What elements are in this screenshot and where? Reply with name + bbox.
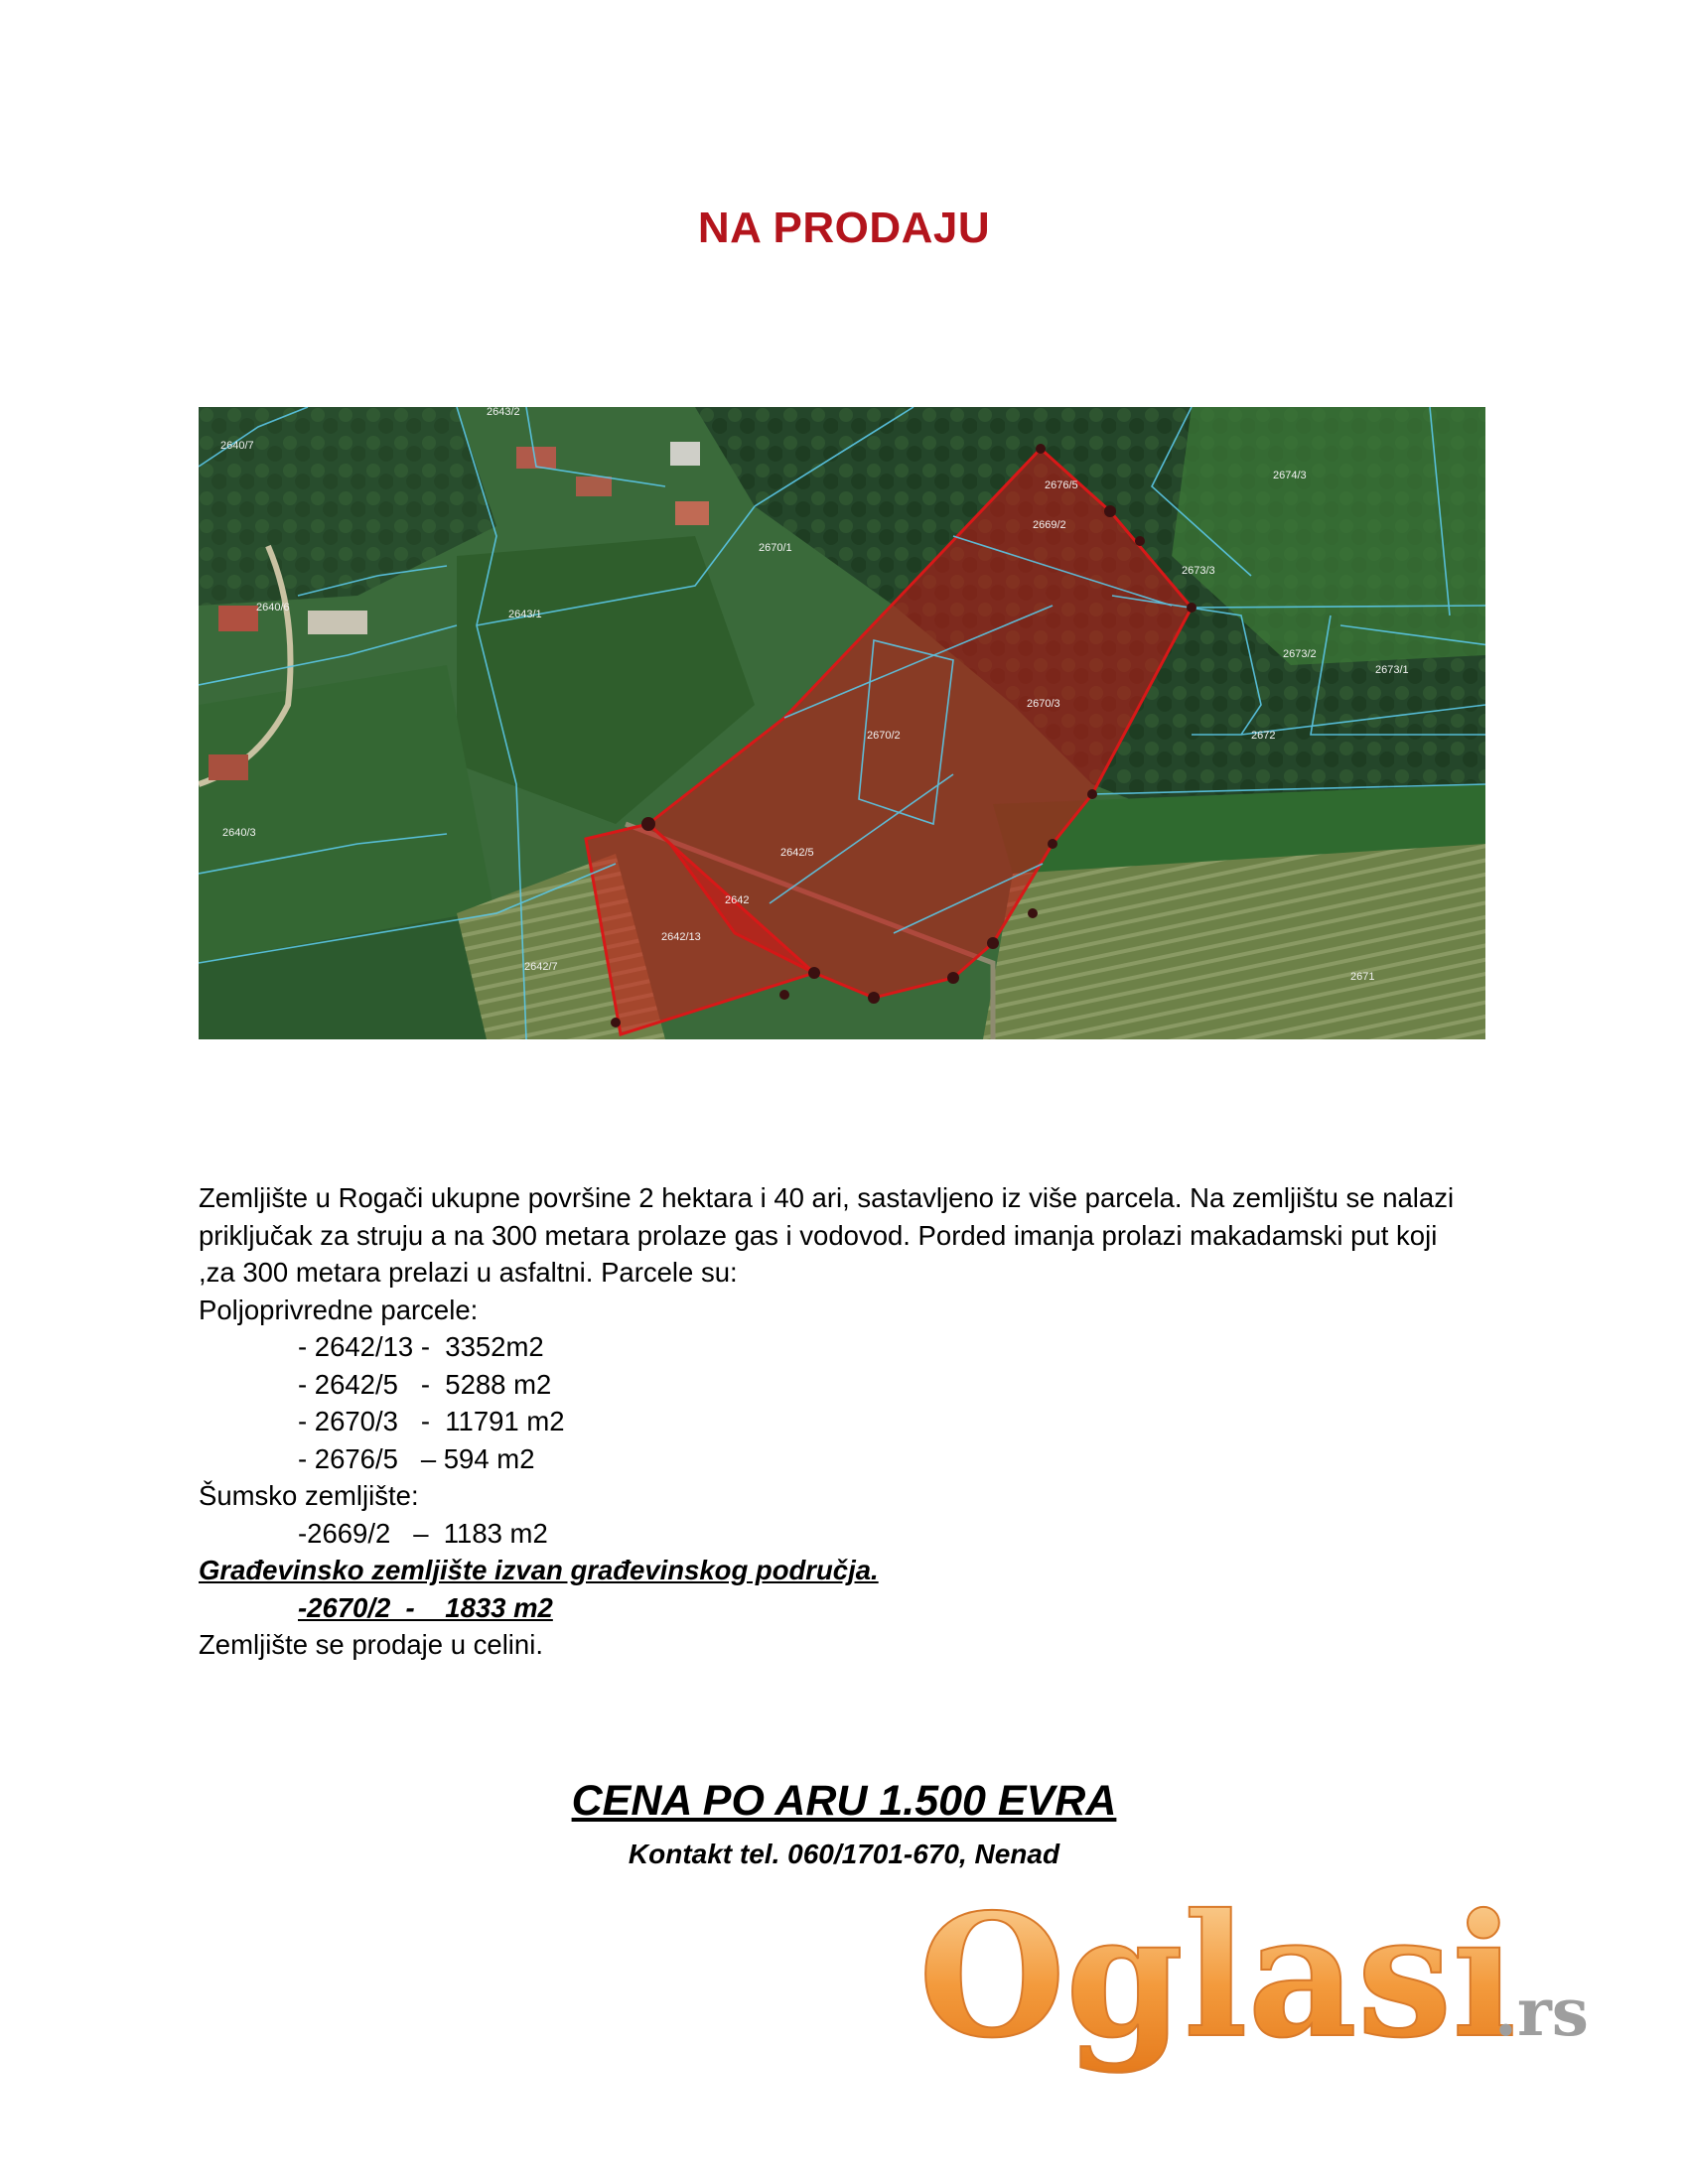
agricultural-heading: Poljoprivredne parcele: <box>199 1294 479 1325</box>
closing-line: Zemljište se prodaje u celini. <box>199 1629 543 1660</box>
description-line: Zemljište u Rogači ukupne površine 2 hektara i 40 ari, sastavljeno iz više parcela. Na zemljištu se nalazi <box>199 1182 1455 1213</box>
page-title: NA PRODAJU <box>697 204 991 252</box>
description-line: ,za 300 metara prelazi u asfaltni. Parcele su: <box>199 1257 738 1288</box>
price-line: CENA PO ARU 1.500 EVRA <box>571 1777 1117 1825</box>
parcel-label: 2670/2 <box>867 730 901 742</box>
parcel-label: 2640/6 <box>256 602 290 614</box>
agricultural-item: - 2670/3 - 11791 m2 <box>298 1406 565 1436</box>
parcel-label: 2640/3 <box>222 827 256 839</box>
description-line: priključak za struju a na 300 metara prolaze gas i vodovod. Porded imanja prolazi makadamski put koji <box>199 1219 1438 1251</box>
parcel-label: 2676/5 <box>1045 479 1078 491</box>
cadastral-satellite-map <box>199 407 1485 1039</box>
parcel-label: 2642/7 <box>524 961 558 973</box>
building-heading: Građevinsko zemljište izvan građevinskog područja. <box>199 1555 879 1585</box>
parcel-label: 2640/7 <box>220 440 254 452</box>
parcel-label: 2669/2 <box>1033 519 1066 531</box>
parcel-label: 2642 <box>725 894 750 906</box>
agricultural-item: - 2642/13 - 3352m2 <box>298 1331 544 1362</box>
logo-wordmark: Oglasi <box>918 1877 1516 2076</box>
parcel-label: 2672 <box>1251 730 1276 742</box>
parcel-label: 2642/5 <box>780 847 814 859</box>
parcel-label: 2673/3 <box>1182 565 1215 577</box>
parcel-label: 2673/1 <box>1375 664 1409 676</box>
property-description <box>199 1179 1489 1664</box>
contact-line: Kontakt tel. 060/1701-670, Nenad <box>628 1839 1060 1869</box>
parcel-label: 2671 <box>1350 971 1375 983</box>
agricultural-item: - 2642/5 - 5288 m2 <box>298 1368 552 1400</box>
parcel-label: 2642/13 <box>661 931 701 943</box>
agricultural-item: - 2676/5 – 594 m2 <box>298 1442 535 1474</box>
parcel-label: 2670/3 <box>1027 698 1060 710</box>
parcel-label: 2670/1 <box>759 542 792 554</box>
parcel-label: 2643/2 <box>487 407 520 418</box>
forest-heading: Šumsko zemljište: <box>199 1480 419 1511</box>
building-item: -2670/2 - 1833 m2 <box>298 1591 553 1623</box>
logo-suffix: .rs <box>1494 1974 1589 2051</box>
forest-item: -2669/2 – 1183 m2 <box>298 1517 548 1549</box>
oglasi-logo <box>918 1866 1614 2095</box>
parcel-label: 2643/1 <box>508 609 542 620</box>
parcel-label: 2673/2 <box>1283 648 1317 660</box>
parcel-label: 2674/3 <box>1273 470 1307 481</box>
